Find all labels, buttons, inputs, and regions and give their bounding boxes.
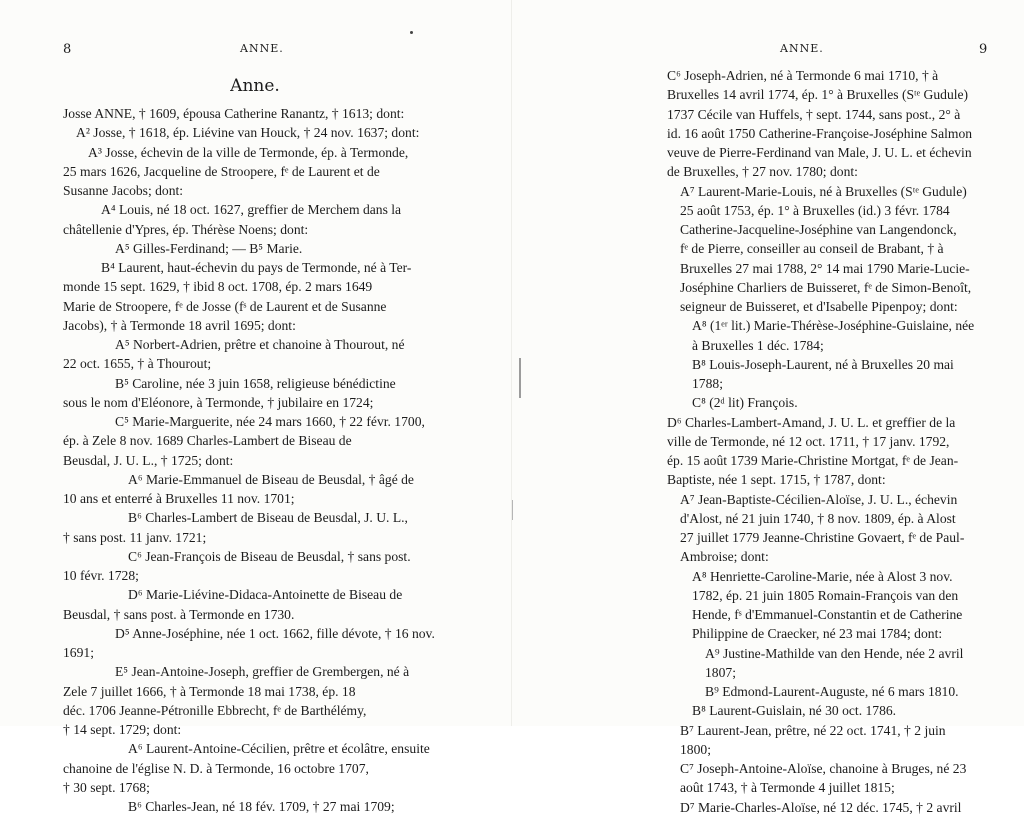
text-line: Bruxelles 14 avril 1774, ép. 1° à Bruxelles (Sᵗᵉ Gudule) [667,87,969,103]
text-line: Philippine de Craecker, né 23 mai 1784; dont: [692,626,943,642]
text-line: Hende, fˢ d'Emmanuel-Constantin et de Catherine [692,607,963,622]
right-page [512,0,1024,815]
text-line: A⁵ Gilles-Ferdinand; — B⁵ Marie. [115,240,303,256]
text-line: chanoine de l'église N. D. à Termonde, 16 octobre 1707, [63,760,369,776]
text-line: B⁵ Caroline, née 3 juin 1658, religieuse bénédictine [115,375,396,391]
text-line: A⁹ Justine-Mathilde van den Hende, née 2 avril [705,645,964,661]
text-line: A⁶ Marie-Emmanuel de Biseau de Beusdal, † âgé de [128,471,414,487]
text-line: B⁹ Edmond-Laurent-Auguste, né 6 mars 1810. [705,684,959,699]
page-number: 8 [63,42,72,57]
text-line: A⁶ Laurent-Antoine-Cécilien, prêtre et écolâtre, ensuite [128,741,430,757]
text-line: B⁸ Laurent-Guislain, né 30 oct. 1786. [692,703,897,719]
text-line: B⁶ Charles-Jean, né 18 fév. 1709, † 27 mai 1709; [128,799,395,814]
text-line: 22 oct. 1655, † à Thourout; [63,356,212,372]
text-line: C⁷ Joseph-Antoine-Aloïse, chanoine à Bruges, né 23 [680,761,967,776]
text-line: † 30 sept. 1768; [63,779,150,795]
text-line: C⁶ Jean-François de Biseau de Beusdal, † sans post. [128,548,411,564]
text-line: D⁷ Marie-Charles-Aloïse, né 12 déc. 1745, † 2 avril [680,799,962,815]
page-number: 9 [979,42,988,57]
text-line: C⁸ (2ᵈ lit) François. [692,395,798,411]
text-line: veuve de Pierre-Ferdinand van Male, J. U. L. et échevin [667,145,972,160]
right-text-block [667,66,1002,817]
text-line: 1782, ép. 21 juin 1805 Romain-François van den [692,587,959,603]
text-line: A⁷ Jean-Baptiste-Cécilien-Aloïse, J. U. L., échevin [680,491,958,507]
left-page [0,0,510,814]
text-line: C⁵ Marie-Marguerite, née 24 mars 1660, † 22 févr. 1700, [115,414,425,429]
text-line: B⁷ Laurent-Jean, prêtre, né 22 oct. 1741, † 2 juin [680,722,946,738]
text-line: de Bruxelles, † 27 nov. 1780; dont: [667,164,858,180]
text-line: monde 15 sept. 1629, † ibid 8 oct. 1708, ép. 2 mars 1649 [63,279,373,295]
text-line: † 14 sept. 1729; dont: [63,722,182,737]
text-line: Marie de Stroopere, fᵉ de Josse (fˢ de Laurent et de Susanne [63,298,387,314]
text-line: à Bruxelles 1 déc. 1784; [692,337,824,353]
text-line: 10 févr. 1728; [63,568,139,583]
text-line: 27 juillet 1779 Jeanne-Christine Govaert, fᵉ de Paul- [680,530,965,545]
text-line: A⁸ Henriette-Caroline-Marie, née à Alost 3 nov. [692,568,953,584]
text-line: A⁴ Louis, né 18 oct. 1627, greffier de Merchem dans la [101,202,402,218]
text-line: ép. à Zele 8 nov. 1689 Charles-Lambert de Biseau de [63,433,352,449]
text-line: 1788; [692,376,723,391]
text-line: seigneur de Buisseret, et d'Isabelle Pipenpoy; dont: [680,299,958,314]
text-line: 25 août 1753, ép. 1° à Bruxelles (id.) 3 févr. 1784 [680,202,950,218]
text-line: A³ Josse, échevin de la ville de Termonde, ép. à Termonde, [88,144,409,160]
text-line: E⁵ Jean-Antoine-Joseph, greffier de Grembergen, né à [115,664,410,680]
text-line: fᵉ de Pierre, conseiller au conseil de Brabant, † à [680,241,944,257]
text-line: Catherine-Jacqueline-Joséphine van Langendonck, [680,222,957,237]
text-line: D⁶ Charles-Lambert-Amand, J. U. L. et greffier de la [667,414,956,430]
text-line: B⁸ Louis-Joseph-Laurent, né à Bruxelles 20 mai [692,356,954,372]
text-line: 1737 Cécile van Huffels, † sept. 1744, sans post., 2° à [667,106,961,122]
text-line: Ambroise; dont: [680,549,769,565]
text-line: 1800; [680,741,711,757]
text-line: A⁸ (1ᵉʳ lit.) Marie-Thérèse-Joséphine-Guislaine, née [692,318,975,334]
text-line: Susanne Jacobs; dont: [63,183,184,198]
running-head: ANNE. [240,42,284,55]
running-head: ANNE. [780,42,824,55]
text-line: B⁶ Charles-Lambert de Biseau de Beusdal, J. U. L., [128,510,408,526]
text-line: A² Josse, † 1618, ép. Liévine van Houck, † 24 nov. 1637; dont: [76,125,420,141]
text-line: A⁷ Laurent-Marie-Louis, né à Bruxelles (Sᵗᵉ Gudule) [680,183,967,199]
text-line: ép. 15 août 1739 Marie-Christine Mortgat, fᵉ de Jean- [667,453,959,468]
text-line: id. 16 août 1750 Catherine-Françoise-Joséphine Salmon [667,125,973,141]
text-line: Josse ANNE, † 1609, épousa Catherine Ranantz, † 1613; dont: [63,106,405,121]
text-line: Bruxelles 27 mai 1788, 2° 14 mai 1790 Marie-Lucie- [680,260,970,276]
text-line: août 1743, † à Termonde 4 juillet 1815; [680,780,895,796]
text-line: C⁶ Joseph-Adrien, né à Termonde 6 mai 1710, † à [667,68,939,83]
text-line: D⁵ Anne-Joséphine, née 1 oct. 1662, fille dévote, † 16 nov. [115,625,435,641]
text-line: Joséphine Charliers de Buisseret, fᵉ de Simon-Benoît, [680,279,972,295]
text-line: † sans post. 11 janv. 1721; [63,529,207,545]
text-line: châtellenie d'Ypres, ép. Thérèse Noens; dont: [63,221,309,237]
section-title: Anne. [230,76,280,96]
text-line: Beusdal, † sans post. à Termonde en 1730. [63,606,295,622]
text-line: Baptiste, née 1 sept. 1715, † 1787, dont: [667,472,886,488]
text-line: 1691; [63,645,94,660]
text-line: déc. 1706 Jeanne-Pétronille Ebbrecht, fᵉ de Barthélémy, [63,702,367,718]
text-line: A⁵ Norbert-Adrien, prêtre et chanoine à Thourout, né [115,337,405,352]
text-line: D⁶ Marie-Liévine-Didaca-Antoinette de Biseau de [128,587,403,603]
text-line: 1807; [705,664,736,680]
text-line: 10 ans et enterré à Bruxelles 11 nov. 1701; [63,491,295,506]
text-line: sous le nom d'Eléonore, à Termonde, † jubilaire en 1724; [63,394,374,410]
text-line: d'Alost, né 21 juin 1740, † 8 nov. 1809, ép. à Alost [680,510,956,526]
text-line: Jacobs), † à Termonde 18 avril 1695; dont: [63,317,296,333]
text-line: ville de Termonde, né 12 oct. 1711, † 17 janv. 1792, [667,433,950,449]
text-line: B⁴ Laurent, haut-échevin du pays de Termonde, né à Ter- [101,260,412,275]
text-line: 25 mars 1626, Jacqueline de Stroopere, fᵉ de Laurent et de [63,163,380,179]
text-line: Beusdal, J. U. L., † 1725; dont: [63,452,234,468]
text-line: Zele 7 juillet 1666, † à Termonde 18 mai 1738, ép. 18 [63,683,356,699]
print-speck [410,31,413,34]
left-text-block [63,104,463,816]
